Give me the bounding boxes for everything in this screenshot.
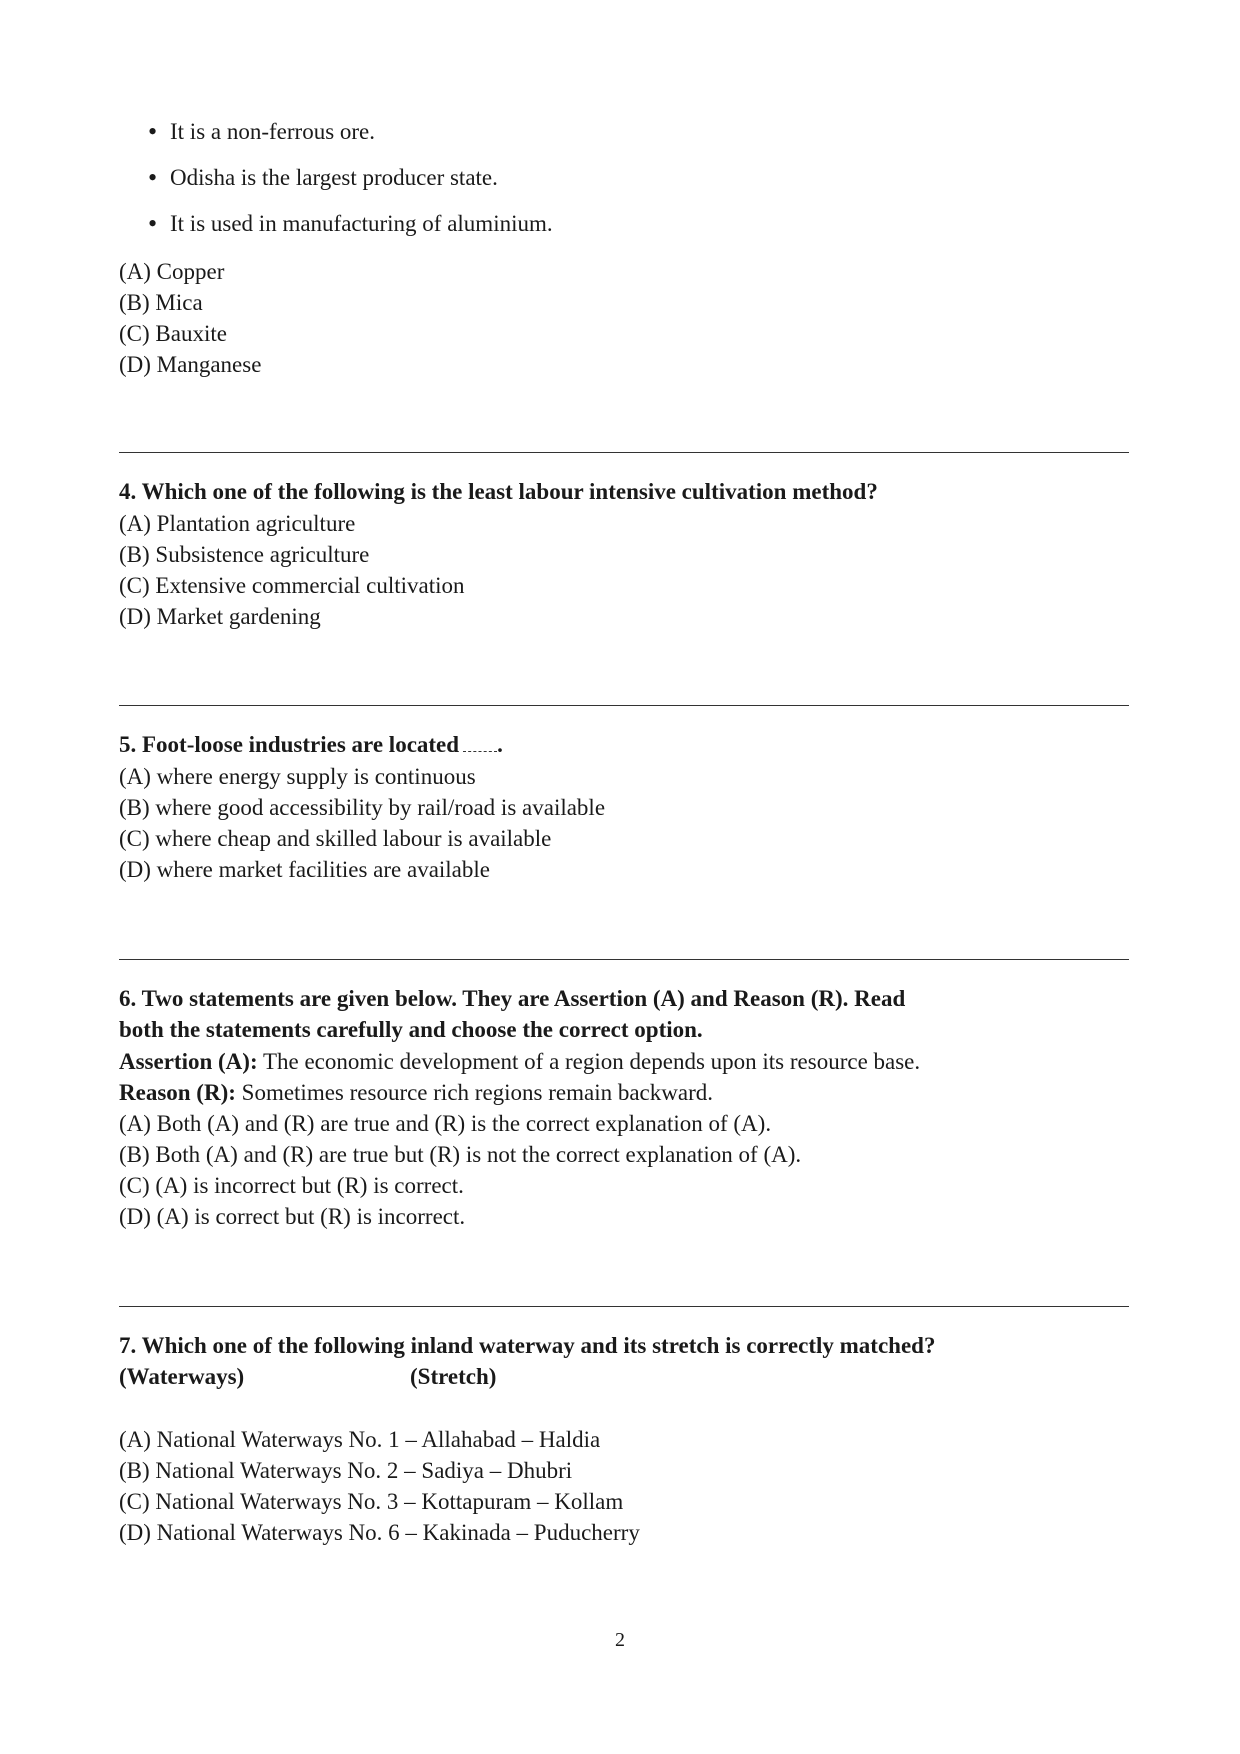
q5-option: (D) where market facilities are available xyxy=(119,857,490,882)
q5-question xyxy=(119,729,1131,760)
q6-question-line1: 6. Two statements are given below. They are Assertion (A) and Reason (R). Read xyxy=(119,986,906,1011)
q4-option: (C) Extensive commercial cultivation xyxy=(119,573,465,598)
q6-option: (C) (A) is incorrect but (R) is correct. xyxy=(119,1173,464,1198)
q3-option: (B) Mica xyxy=(119,290,203,315)
q7-col-waterways: (Waterways) xyxy=(119,1364,245,1389)
page-number: 2 xyxy=(615,1629,625,1651)
q6-question-line2: both the statements carefully and choose the correct option. xyxy=(119,1017,703,1042)
q4-question: 4. Which one of the following is the least labour intensive cultivation method? xyxy=(119,479,878,504)
q7-option: (A) National Waterways No. 1 – Allahabad – Haldia xyxy=(119,1427,601,1452)
q5-question-end: . xyxy=(497,732,503,757)
q3-option: (A) Copper xyxy=(119,259,225,284)
q6-option: (A) Both (A) and (R) are true and (R) is the correct explanation of (A). xyxy=(119,1111,772,1136)
q3-option: (D) Manganese xyxy=(119,352,262,377)
q3-bullet: • Odisha is the largest producer state. xyxy=(148,162,553,208)
assertion-label: Assertion (A): xyxy=(119,1049,258,1074)
q7-option: (C) National Waterways No. 3 – Kottapuram – Kollam xyxy=(119,1489,624,1514)
reason-label: Reason (R): xyxy=(119,1080,236,1105)
q6-option: (B) Both (A) and (R) are true but (R) is not the correct explanation of (A). xyxy=(119,1142,802,1167)
q4-option: (D) Market gardening xyxy=(119,604,321,629)
q6-assertion xyxy=(119,1046,1131,1077)
q5-options xyxy=(119,761,605,885)
q4-option: (A) Plantation agriculture xyxy=(119,511,356,536)
divider xyxy=(119,959,1129,960)
q6-option: (D) (A) is correct but (R) is incorrect. xyxy=(119,1204,466,1229)
q7-question: 7. Which one of the following inland waterway and its stretch is correctly matched? xyxy=(119,1333,936,1358)
q7-option: (D) National Waterways No. 6 – Kakinada – Puducherry xyxy=(119,1520,640,1545)
q5-question-text: 5. Foot-loose industries are located xyxy=(119,732,460,757)
q5-option: (B) where good accessibility by rail/road is available xyxy=(119,795,606,820)
assertion-text: The economic development of a region depends upon its resource base. xyxy=(257,1049,921,1074)
q6-options xyxy=(119,1108,801,1232)
q7-col-stretch: (Stretch) xyxy=(410,1364,497,1389)
divider xyxy=(119,452,1129,453)
q4-option: (B) Subsistence agriculture xyxy=(119,542,370,567)
q3-bullet-list xyxy=(148,116,553,254)
q3-bullet: • It is used in manufacturing of aluminium. xyxy=(148,208,553,254)
q7-options xyxy=(119,1424,640,1548)
q5-option: (C) where cheap and skilled labour is available xyxy=(119,826,552,851)
q5-option: (A) where energy supply is continuous xyxy=(119,764,476,789)
reason-text: Sometimes resource rich regions remain backward. xyxy=(235,1080,713,1105)
q4-options xyxy=(119,508,465,632)
q6-reason xyxy=(119,1077,1131,1108)
q7-option: (B) National Waterways No. 2 – Sadiya – Dhubri xyxy=(119,1458,573,1483)
q3-bullet: • It is a non-ferrous ore. xyxy=(148,116,553,162)
answer-blank xyxy=(463,737,497,752)
q3-option: (C) Bauxite xyxy=(119,321,227,346)
divider xyxy=(119,1306,1129,1307)
q3-options xyxy=(119,256,261,380)
divider xyxy=(119,705,1129,706)
